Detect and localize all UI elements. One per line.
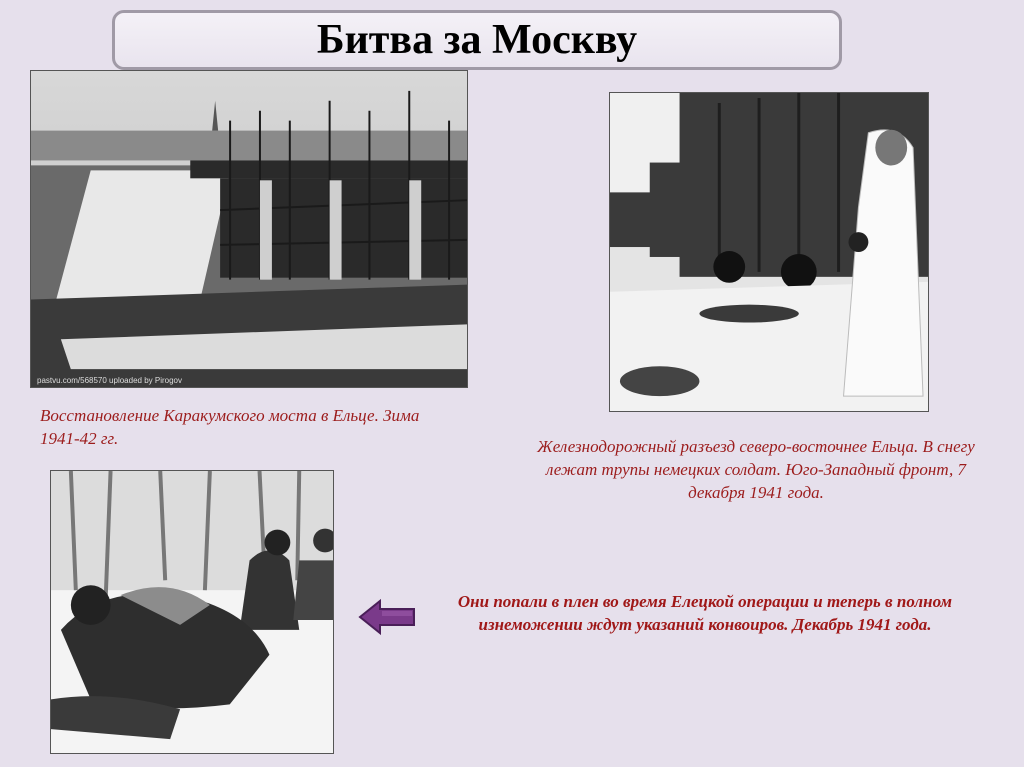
- bridge-photo: [30, 70, 468, 388]
- prisoners-photo: [50, 470, 334, 754]
- prisoners-caption: Они попали в плен во время Елецкой операции и теперь в полном изнеможении ждут указаний конвоиров. Декабрь 1941 года.: [457, 592, 953, 634]
- title-box: [112, 10, 842, 70]
- bridge-caption: Восстановление Каракумского моста в Ельце. Зима 1941-42 гг.: [40, 406, 420, 448]
- page-title: Битва за Москву: [316, 17, 638, 63]
- photo-watermark: pastvu.com/568570 uploaded by Pirogov: [37, 376, 182, 385]
- railway-photo: [609, 92, 929, 412]
- railway-caption: Железнодорожный разъезд северо-восточнее Ельца. В снегу лежат трупы немецких солдат. Юго-Западный фронт, 7 декабря 1941 года.: [537, 437, 975, 502]
- left-arrow-icon[interactable]: [358, 598, 416, 636]
